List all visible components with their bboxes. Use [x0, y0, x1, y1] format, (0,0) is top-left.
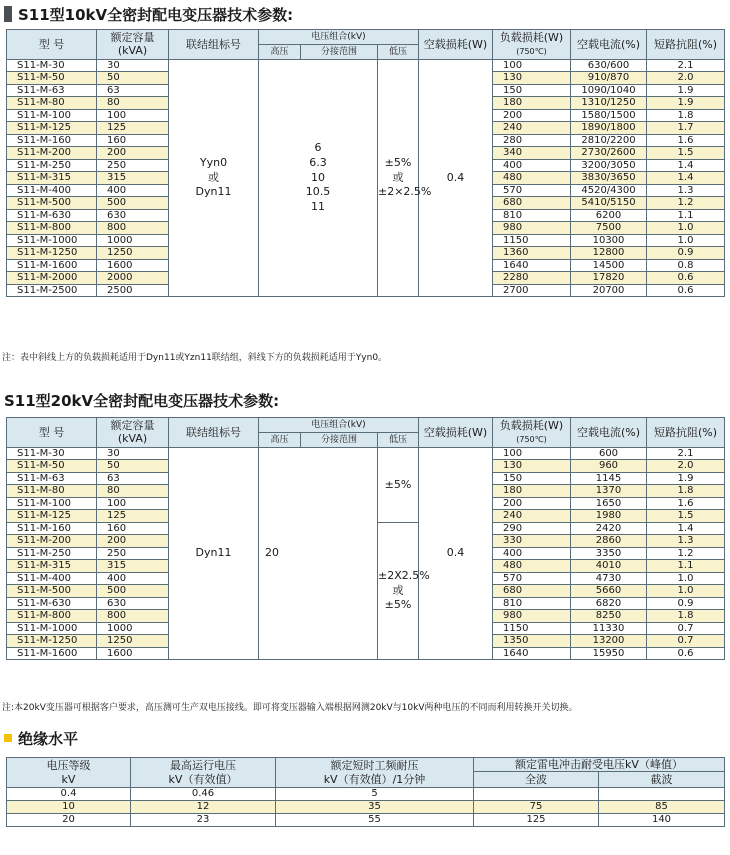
- noload-loss-cell: 1360: [493, 247, 571, 260]
- table-row: [7, 448, 725, 460]
- model-cell: S11-M-1250: [7, 247, 97, 260]
- noload-current-cell: 1.6: [647, 135, 725, 147]
- table-row: [7, 788, 725, 801]
- col-impedance: 短路抗阻(%): [647, 418, 725, 448]
- capacity-cell: 80: [97, 485, 169, 498]
- load-loss-cell: 3200/3050: [571, 160, 647, 172]
- model-cell: S11-M-50: [7, 72, 97, 85]
- ins-col-max-voltage: [131, 758, 276, 788]
- load-loss-cell: 3350: [571, 548, 647, 560]
- model-cell: S11-M-500: [7, 197, 97, 210]
- noload-loss-cell: 150: [493, 85, 571, 97]
- model-cell: S11-M-30: [7, 448, 97, 460]
- model-cell: S11-M-125: [7, 122, 97, 135]
- noload-loss-cell: 570: [493, 185, 571, 197]
- connection-cell: Dyn11: [169, 448, 259, 660]
- col-tap: 分接范围: [301, 45, 378, 60]
- capacity-cell: 30: [97, 448, 169, 460]
- noload-current-cell: 2.0: [647, 72, 725, 85]
- load-loss-cell: 13200: [571, 635, 647, 648]
- ins-col-impulse: 额定雷电冲击耐受电压kV（峰值）: [474, 758, 725, 772]
- noload-current-cell: 1.8: [647, 610, 725, 623]
- ins-c2b: kV（有效值）: [168, 772, 238, 786]
- noload-current-cell: 1.9: [647, 85, 725, 97]
- load-loss-cell: 1890/1800: [571, 122, 647, 135]
- noload-loss-cell: 980: [493, 222, 571, 235]
- noload-current-cell: 1.8: [647, 485, 725, 498]
- col-connection: 联结组标号: [169, 418, 259, 448]
- model-cell: S11-M-400: [7, 573, 97, 585]
- col-tap: 分接范围: [301, 433, 378, 448]
- load-loss-cell: 12800: [571, 247, 647, 260]
- col-impedance: 短路抗阻(%): [647, 30, 725, 60]
- load-loss-cell: 11330: [571, 623, 647, 635]
- load-loss-cell: 15950: [571, 648, 647, 660]
- ins-c1a: 电压等级: [46, 759, 91, 773]
- cap-unit: (kVA): [117, 43, 148, 57]
- capacity-cell: 500: [97, 197, 169, 210]
- model-cell: S11-M-125: [7, 510, 97, 523]
- capacity-cell: 315: [97, 560, 169, 573]
- noload-loss-cell: 980: [493, 610, 571, 623]
- noload-current-cell: 2.0: [647, 460, 725, 473]
- power-freq-cell: 55: [276, 814, 474, 827]
- noload-loss-cell: 180: [493, 97, 571, 110]
- model-cell: S11-M-315: [7, 560, 97, 573]
- tap-line: ±2×2.5%: [378, 185, 432, 199]
- cap-unit: (kVA): [117, 431, 148, 445]
- load-loss-cell: 1310/1250: [571, 97, 647, 110]
- tap-cell: [378, 60, 432, 297]
- capacity-cell: 400: [97, 185, 169, 197]
- connection-line: 或: [208, 170, 219, 184]
- table2-note: 注:本20kV变压器可根据客户要求，高压测可生产双电压接线。即可将变压器输入端根据网测20kV与10kV两种电压的不同而利用转换开关切换。: [2, 703, 578, 713]
- load-loss-cell: 960: [571, 460, 647, 473]
- tap-line: ±5%: [384, 598, 412, 612]
- load-loss-cell: 6820: [571, 598, 647, 610]
- noload-current-cell: 1.4: [647, 160, 725, 172]
- noload-loss-cell: 150: [493, 473, 571, 485]
- voltage-class-cell: 0.4: [7, 788, 131, 801]
- capacity-cell: 50: [97, 72, 169, 85]
- load-loss-cell: 4520/4300: [571, 185, 647, 197]
- noload-loss-cell: 810: [493, 210, 571, 222]
- noload-current-cell: 1.8: [647, 110, 725, 122]
- max-voltage-cell: 23: [131, 814, 276, 827]
- col-noload-loss: 空载损耗(W): [419, 30, 493, 60]
- col-load-loss: [493, 418, 571, 448]
- noload-loss-cell: 240: [493, 510, 571, 523]
- col-hv: 高压: [259, 45, 301, 60]
- load-loss-cell: 1090/1040: [571, 85, 647, 97]
- capacity-cell: 30: [97, 60, 169, 72]
- load-loss-cell: 2420: [571, 523, 647, 535]
- load-loss-cell: 7500: [571, 222, 647, 235]
- ins-c1b: kV: [61, 772, 76, 786]
- noload-current-cell: 0.9: [647, 247, 725, 260]
- load-loss-cell: 8250: [571, 610, 647, 623]
- noload-loss-cell: 100: [493, 448, 571, 460]
- table-insulation: [6, 757, 725, 827]
- chopped-wave-cell: 140: [599, 814, 725, 827]
- noload-current-cell: 1.9: [647, 473, 725, 485]
- capacity-cell: 1600: [97, 260, 169, 272]
- hv-cell: [259, 60, 378, 297]
- noload-current-cell: 1.0: [647, 222, 725, 235]
- col-noload-current: 空载电流(%): [571, 418, 647, 448]
- noload-current-cell: 1.7: [647, 122, 725, 135]
- ins-c3b: kV（有效值）/1分钟: [323, 772, 426, 786]
- max-voltage-cell: 12: [131, 801, 276, 814]
- hv-line: 6.3: [309, 155, 327, 169]
- col-noload-loss: 空载损耗(W): [419, 418, 493, 448]
- ins-col-chopped-wave: 截波: [599, 772, 725, 788]
- table-row: [7, 814, 725, 827]
- col-lv: 低压: [378, 433, 419, 448]
- model-cell: S11-M-63: [7, 85, 97, 97]
- col-capacity: [97, 418, 169, 448]
- load-loss-cell: 17820: [571, 272, 647, 285]
- load-loss-cell: 2730/2600: [571, 147, 647, 160]
- noload-loss-cell: 400: [493, 548, 571, 560]
- connection-line: Dyn11: [195, 185, 232, 199]
- col-load-loss: [493, 30, 571, 60]
- noload-loss-cell: 200: [493, 110, 571, 122]
- noload-current-cell: 0.7: [647, 635, 725, 648]
- noload-current-cell: 1.0: [647, 235, 725, 247]
- voltage-class-cell: 20: [7, 814, 131, 827]
- table2-title: [4, 390, 279, 411]
- table3-title: [4, 728, 78, 749]
- capacity-cell: 630: [97, 210, 169, 222]
- max-voltage-cell: 0.46: [131, 788, 276, 801]
- capacity-cell: 50: [97, 460, 169, 473]
- model-cell: S11-M-100: [7, 110, 97, 122]
- noload-loss-cell: 2280: [493, 272, 571, 285]
- full-wave-cell: 125: [474, 814, 599, 827]
- noload-loss-cell: 810: [493, 598, 571, 610]
- model-cell: S11-M-2500: [7, 285, 97, 297]
- noload-loss-cell: 330: [493, 535, 571, 548]
- noload-loss-cell: 180: [493, 485, 571, 498]
- noload-current-cell: 1.2: [647, 548, 725, 560]
- col-lv: 低压: [378, 45, 419, 60]
- model-cell: S11-M-100: [7, 498, 97, 510]
- noload-loss-cell: 100: [493, 60, 571, 72]
- cap-label: 额定容量: [110, 418, 155, 432]
- model-cell: S11-M-50: [7, 460, 97, 473]
- noload-loss-cell: 400: [493, 160, 571, 172]
- capacity-cell: 800: [97, 222, 169, 235]
- tap-cell: [378, 523, 430, 660]
- model-cell: S11-M-2000: [7, 272, 97, 285]
- noload-loss-cell: 1640: [493, 648, 571, 660]
- ins-c2a: 最高运行电压: [170, 759, 236, 773]
- load-loss-cell: 1980: [571, 510, 647, 523]
- tap-line: ±5%: [384, 155, 412, 169]
- model-cell: S11-M-160: [7, 523, 97, 535]
- noload-loss-cell: 680: [493, 585, 571, 598]
- connection-cell: [169, 60, 259, 297]
- power-freq-cell: 5: [276, 788, 474, 801]
- table-10kv: [6, 29, 725, 297]
- noload-current-cell: 0.7: [647, 623, 725, 635]
- lv-cell: 0.4: [419, 448, 493, 660]
- capacity-cell: 500: [97, 585, 169, 598]
- voltage-class-cell: 10: [7, 801, 131, 814]
- noload-current-cell: 0.6: [647, 272, 725, 285]
- capacity-cell: 2500: [97, 285, 169, 297]
- model-cell: S11-M-630: [7, 210, 97, 222]
- noload-current-cell: 0.6: [647, 285, 725, 297]
- hv-line: 6: [314, 140, 322, 154]
- load-loss-cell: 2860: [571, 535, 647, 548]
- noload-current-cell: 1.6: [647, 498, 725, 510]
- capacity-cell: 250: [97, 160, 169, 172]
- noload-current-cell: 1.5: [647, 147, 725, 160]
- noload-loss-cell: 680: [493, 197, 571, 210]
- capacity-cell: 63: [97, 85, 169, 97]
- noload-current-cell: 1.4: [647, 523, 725, 535]
- capacity-cell: 1000: [97, 235, 169, 247]
- hv-line: 11: [311, 200, 325, 214]
- model-cell: S11-M-250: [7, 548, 97, 560]
- model-cell: S11-M-1600: [7, 260, 97, 272]
- load-loss-cell: 5410/5150: [571, 197, 647, 210]
- model-cell: S11-M-200: [7, 147, 97, 160]
- load-loss-cell: 10300: [571, 235, 647, 247]
- load-loss-cell: 5660: [571, 585, 647, 598]
- noload-loss-cell: 1150: [493, 235, 571, 247]
- load-loss-cell: 4010: [571, 560, 647, 573]
- noload-current-cell: 1.1: [647, 210, 725, 222]
- capacity-cell: 250: [97, 548, 169, 560]
- capacity-cell: 200: [97, 147, 169, 160]
- table2-title-text: S11型20kV全密封配电变压器技术参数:: [4, 392, 280, 410]
- capacity-cell: 1250: [97, 247, 169, 260]
- hv-line: 10: [311, 170, 325, 184]
- load-loss-cell: 2810/2200: [571, 135, 647, 147]
- table-row: [7, 60, 725, 72]
- load-sub: (750℃): [516, 434, 547, 444]
- noload-loss-cell: 290: [493, 523, 571, 535]
- capacity-cell: 1600: [97, 648, 169, 660]
- ins-col-full-wave: 全波: [474, 772, 599, 788]
- model-cell: S11-M-800: [7, 222, 97, 235]
- noload-current-cell: 1.5: [647, 510, 725, 523]
- model-cell: S11-M-80: [7, 485, 97, 498]
- hv-line: 10.5: [305, 185, 331, 199]
- capacity-cell: 630: [97, 598, 169, 610]
- noload-loss-cell: 200: [493, 498, 571, 510]
- noload-loss-cell: 1640: [493, 260, 571, 272]
- ins-col-voltage-class: [7, 758, 131, 788]
- table3-title-text: 绝缘水平: [18, 730, 79, 748]
- capacity-cell: 160: [97, 135, 169, 147]
- capacity-cell: 160: [97, 523, 169, 535]
- load-loss-cell: 1145: [571, 473, 647, 485]
- noload-loss-cell: 570: [493, 573, 571, 585]
- model-cell: S11-M-160: [7, 135, 97, 147]
- capacity-cell: 400: [97, 573, 169, 585]
- noload-current-cell: 0.9: [647, 598, 725, 610]
- load-loss-cell: 600: [571, 448, 647, 460]
- noload-current-cell: 1.0: [647, 585, 725, 598]
- lv-cell: 0.4: [419, 60, 493, 297]
- model-cell: S11-M-1000: [7, 623, 97, 635]
- chopped-wave-cell: 85: [599, 801, 725, 814]
- noload-current-cell: 2.1: [647, 60, 725, 72]
- load-label: 负载损耗(W): [499, 31, 564, 45]
- noload-loss-cell: 480: [493, 560, 571, 573]
- load-loss-cell: 4730: [571, 573, 647, 585]
- load-loss-cell: 1650: [571, 498, 647, 510]
- table-row: [7, 801, 725, 814]
- ins-c3a: 额定短时工频耐压: [330, 759, 419, 773]
- noload-loss-cell: 1150: [493, 623, 571, 635]
- capacity-cell: 800: [97, 610, 169, 623]
- load-loss-cell: 3830/3650: [571, 172, 647, 185]
- col-model: 型 号: [7, 30, 97, 60]
- load-loss-cell: 910/870: [571, 72, 647, 85]
- tap-cell: ±5%: [378, 448, 419, 523]
- chopped-wave-cell: [599, 788, 725, 801]
- model-cell: S11-M-800: [7, 610, 97, 623]
- connection-line: Yyn0: [199, 155, 228, 169]
- noload-loss-cell: 480: [493, 172, 571, 185]
- model-cell: S11-M-1000: [7, 235, 97, 247]
- capacity-cell: 80: [97, 97, 169, 110]
- power-freq-cell: 35: [276, 801, 474, 814]
- col-hv: 高压: [259, 433, 301, 448]
- noload-loss-cell: 240: [493, 122, 571, 135]
- load-label: 负载损耗(W): [499, 419, 564, 433]
- noload-current-cell: 1.4: [647, 172, 725, 185]
- model-cell: S11-M-400: [7, 185, 97, 197]
- noload-loss-cell: 2700: [493, 285, 571, 297]
- capacity-cell: 200: [97, 535, 169, 548]
- load-loss-cell: 6200: [571, 210, 647, 222]
- tap-line: 或: [392, 583, 404, 597]
- noload-current-cell: 1.9: [647, 97, 725, 110]
- capacity-cell: 125: [97, 122, 169, 135]
- noload-current-cell: 0.6: [647, 648, 725, 660]
- capacity-cell: 2000: [97, 272, 169, 285]
- col-model: 型 号: [7, 418, 97, 448]
- noload-loss-cell: 130: [493, 460, 571, 473]
- model-cell: S11-M-315: [7, 172, 97, 185]
- capacity-cell: 1000: [97, 623, 169, 635]
- load-loss-cell: 20700: [571, 285, 647, 297]
- full-wave-cell: [474, 788, 599, 801]
- noload-current-cell: 0.8: [647, 260, 725, 272]
- model-cell: S11-M-63: [7, 473, 97, 485]
- hv-cell: 20: [259, 448, 378, 660]
- capacity-cell: 100: [97, 498, 169, 510]
- col-noload-current: 空载电流(%): [571, 30, 647, 60]
- capacity-cell: 125: [97, 510, 169, 523]
- noload-loss-cell: 340: [493, 147, 571, 160]
- capacity-cell: 63: [97, 473, 169, 485]
- load-loss-cell: 1580/1500: [571, 110, 647, 122]
- model-cell: S11-M-1250: [7, 635, 97, 648]
- capacity-cell: 315: [97, 172, 169, 185]
- noload-loss-cell: 280: [493, 135, 571, 147]
- noload-current-cell: 1.1: [647, 560, 725, 573]
- col-voltage: 电压组合(kV): [259, 418, 419, 433]
- load-sub: (750℃): [516, 46, 547, 56]
- noload-current-cell: 1.3: [647, 535, 725, 548]
- noload-loss-cell: 1350: [493, 635, 571, 648]
- noload-current-cell: 1.2: [647, 197, 725, 210]
- title-bar-icon: [4, 6, 12, 22]
- cap-label: 额定容量: [110, 30, 155, 44]
- title-bar-icon: [4, 734, 12, 742]
- model-cell: S11-M-200: [7, 535, 97, 548]
- model-cell: S11-M-630: [7, 598, 97, 610]
- noload-loss-cell: 130: [493, 72, 571, 85]
- noload-current-cell: 1.3: [647, 185, 725, 197]
- model-cell: S11-M-250: [7, 160, 97, 172]
- noload-current-cell: 1.0: [647, 573, 725, 585]
- model-cell: S11-M-1600: [7, 648, 97, 660]
- col-voltage: 电压组合(kV): [259, 30, 419, 45]
- noload-current-cell: 2.1: [647, 448, 725, 460]
- full-wave-cell: 75: [474, 801, 599, 814]
- ins-col-power-freq: [276, 758, 474, 788]
- table1-title: [4, 4, 293, 25]
- load-loss-cell: 1370: [571, 485, 647, 498]
- table-20kv: [6, 417, 725, 660]
- tap-line: ±2X2.5%: [378, 568, 430, 582]
- table1-note: 注：表中斜线上方的负载损耗适用于Dyn11或Yzn11联结组，斜线下方的负载损耗适用于Yyn0。: [2, 353, 388, 363]
- model-cell: S11-M-500: [7, 585, 97, 598]
- capacity-cell: 1250: [97, 635, 169, 648]
- table1-title-text: S11型10kV全密封配电变压器技术参数:: [18, 6, 294, 24]
- model-cell: S11-M-80: [7, 97, 97, 110]
- model-cell: S11-M-30: [7, 60, 97, 72]
- load-loss-cell: 14500: [571, 260, 647, 272]
- load-loss-cell: 630/600: [571, 60, 647, 72]
- col-capacity: [97, 30, 169, 60]
- tap-line: 或: [392, 170, 404, 184]
- col-connection: 联结组标号: [169, 30, 259, 60]
- capacity-cell: 100: [97, 110, 169, 122]
